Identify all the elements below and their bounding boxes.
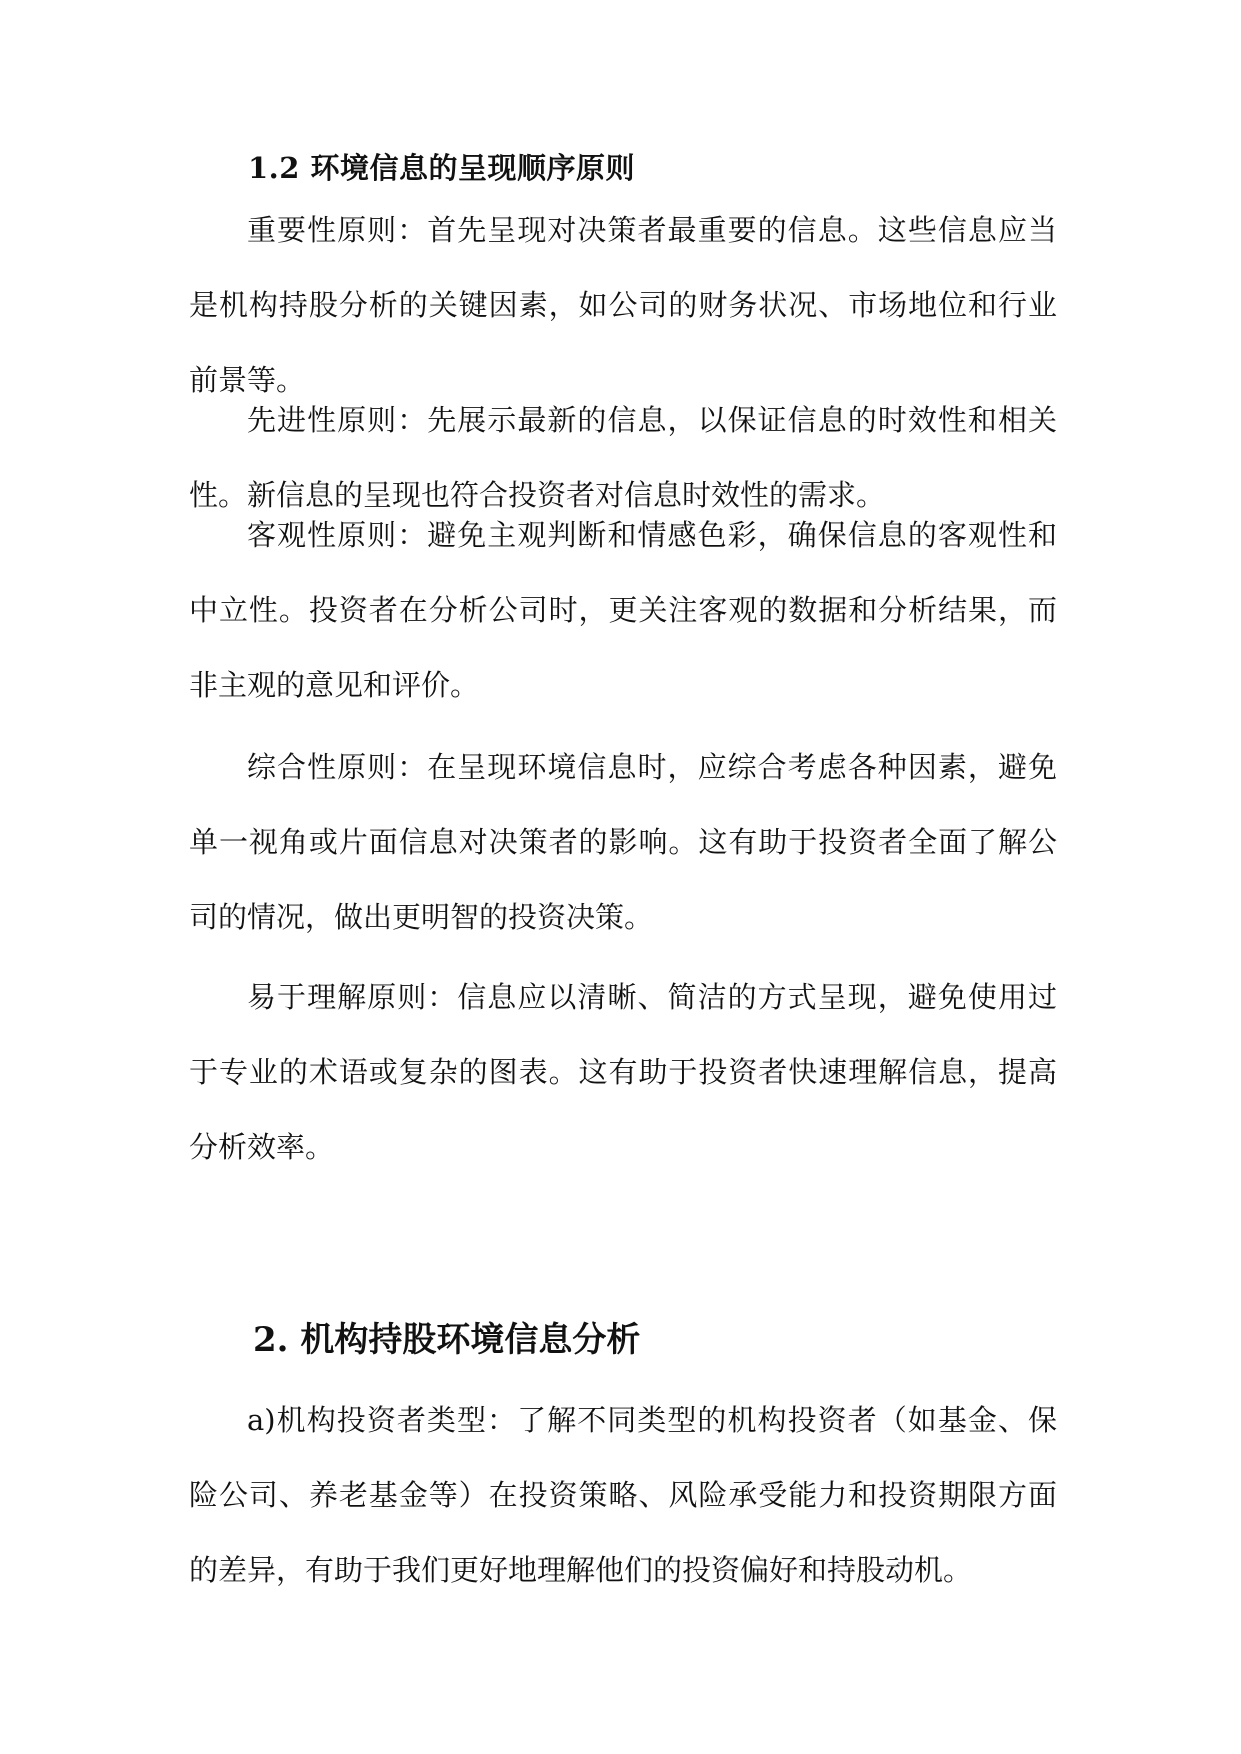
- paragraph-importance-principle: 重要性原则：首先呈现对决策者最重要的信息。这些信息应当是机构持股分析的关键因素，如公司的财务状况、市场地位和行业前景等。: [189, 213, 1057, 397]
- paragraph-objectivity-principle: 客观性原则：避免主观判断和情感色彩，确保信息的客观性和中立性。投资者在分析公司时，更关注客观的数据和分析结果，而非主观的意见和评价。: [189, 518, 1057, 702]
- paragraph-institutional-investor-types: a)机构投资者类型：了解不同类型的机构投资者（如基金、保险公司、养老基金等）在投资策略、风险承受能力和投资期限方面的差异，有助于我们更好地理解他们的投资偏好和持股动机。: [189, 1403, 1057, 1587]
- paragraph-comprehensiveness-principle: 综合性原则：在呈现环境信息时，应综合考虑各种因素，避免单一视角或片面信息对决策者的影响。这有助于投资者全面了解公司的情况，做出更明智的投资决策。: [189, 750, 1057, 934]
- paragraph-advanced-principle: 先进性原则：先展示最新的信息，以保证信息的时效性和相关性。新信息的呈现也符合投资者对信息时效性的需求。: [189, 403, 1057, 512]
- section-heading-1-2: 1.2 环境信息的呈现顺序原则: [248, 151, 636, 185]
- section-heading-2: 2. 机构持股环境信息分析: [253, 1320, 641, 1360]
- paragraph-understandability-principle: 易于理解原则：信息应以清晰、简洁的方式呈现，避免使用过于专业的术语或复杂的图表。这有助于投资者快速理解信息，提高分析效率。: [189, 980, 1057, 1164]
